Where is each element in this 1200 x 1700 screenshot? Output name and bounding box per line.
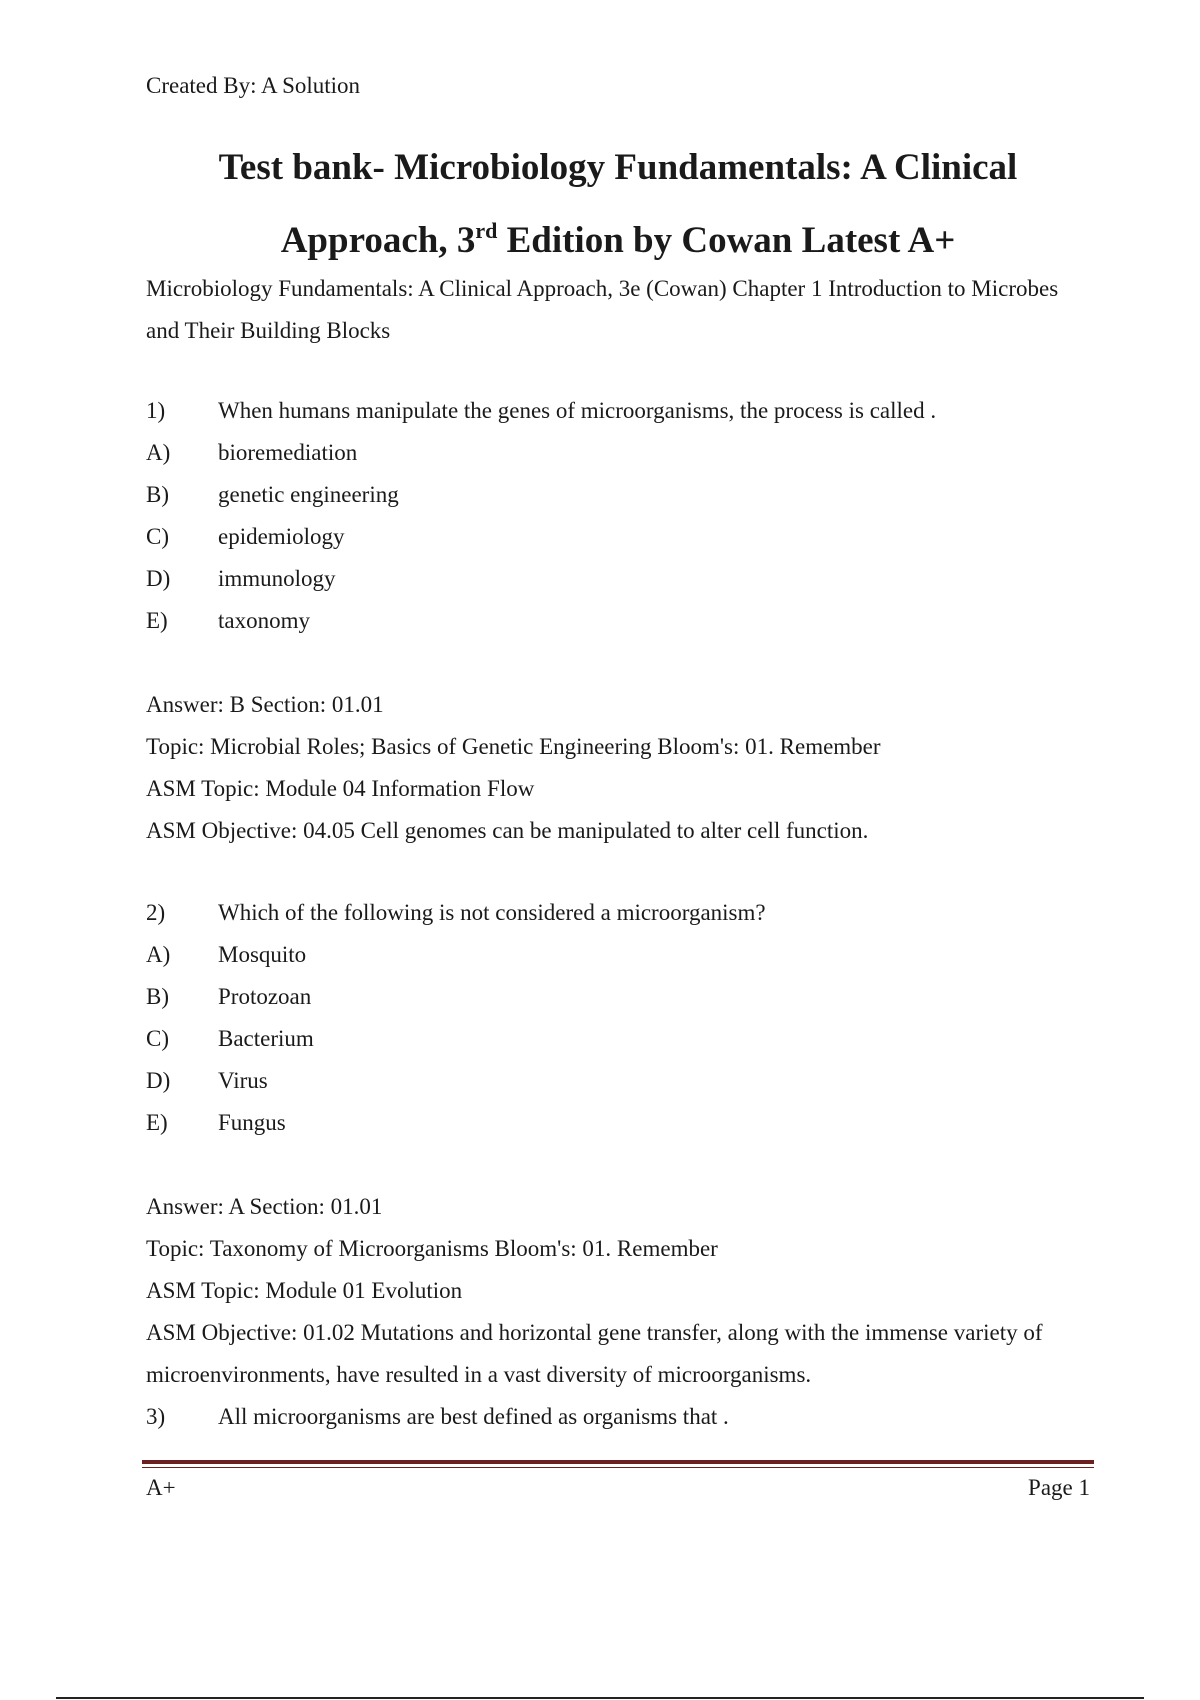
title-line-2 — [146, 199, 1090, 272]
title-edition-superscript: rd — [475, 218, 498, 243]
question-2 — [146, 892, 1090, 1144]
topic-line: Topic: Microbial Roles; Basics of Genetic Engineering Bloom's: 01. Remember — [146, 734, 881, 759]
option-text: Bacterium — [218, 1026, 314, 1051]
chapter-subtitle: Microbiology Fundamentals: A Clinical Approach, 3e (Cowan) Chapter 1 Introduction to Microbes and Their Building Blocks — [146, 276, 1059, 343]
asm-objective-line: ASM Objective: 04.05 Cell genomes can be manipulated to alter cell function. — [146, 818, 869, 843]
option-letter: E) — [146, 608, 168, 633]
option-text: Protozoan — [218, 984, 312, 1009]
answer-option — [146, 1102, 1090, 1144]
answer-option — [146, 934, 1090, 976]
answer-line: Answer: A Section: 01.01 — [146, 1194, 383, 1219]
footer-divider-thin — [142, 1467, 1094, 1468]
option-letter: B) — [146, 984, 169, 1009]
answer-option — [146, 558, 1090, 600]
answer-option — [146, 432, 1090, 474]
option-text: bioremediation — [218, 440, 358, 465]
question-stem — [146, 390, 1090, 432]
option-letter: E) — [146, 1110, 168, 1135]
asm-objective-line: ASM Objective: 01.02 Mutations and horizontal gene transfer, along with the immense variety of microenvironments, have resulted in a vast diversity of microorganisms. — [146, 1320, 1043, 1387]
option-letter: C) — [146, 1026, 169, 1051]
option-text: Mosquito — [218, 942, 307, 967]
question-number: 2) — [146, 900, 166, 925]
answer-option — [146, 1060, 1090, 1102]
option-text: epidemiology — [218, 524, 345, 549]
question-2-meta — [146, 1186, 1090, 1396]
question-3 — [146, 1396, 1090, 1438]
answer-line: Answer: B Section: 01.01 — [146, 692, 384, 717]
page-bottom-divider — [56, 1697, 1144, 1699]
question-text: When humans manipulate the genes of microorganisms, the process is called . — [218, 398, 937, 423]
question-text: All microorganisms are best defined as organisms that . — [218, 1404, 729, 1429]
title-line-1: Test bank- Microbiology Fundamentals: A Clinical — [218, 147, 1018, 188]
option-text: Virus — [218, 1068, 268, 1093]
title-line-2-pre: Approach, 3 — [280, 220, 476, 261]
topic-line: Topic: Taxonomy of Microorganisms Bloom's: 01. Remember — [146, 1236, 718, 1261]
option-text: immunology — [218, 566, 336, 591]
footer-divider — [142, 1460, 1094, 1464]
option-letter: B) — [146, 482, 169, 507]
option-letter: C) — [146, 524, 169, 549]
option-text: taxonomy — [218, 608, 310, 633]
answer-option — [146, 1018, 1090, 1060]
footer-left-label: A+ — [146, 1475, 176, 1500]
document-title — [146, 136, 1090, 272]
answer-option — [146, 516, 1090, 558]
title-line-2-post: Edition by Cowan Latest A+ — [497, 220, 956, 261]
option-letter: D) — [146, 566, 171, 591]
question-1-meta — [146, 684, 1090, 852]
answer-option — [146, 600, 1090, 642]
option-letter: D) — [146, 1068, 171, 1093]
answer-option — [146, 976, 1090, 1018]
answer-option — [146, 474, 1090, 516]
question-stem — [146, 892, 1090, 934]
asm-topic-line: ASM Topic: Module 01 Evolution — [146, 1278, 463, 1303]
created-by-header: Created By: A Solution — [146, 73, 361, 98]
question-text: Which of the following is not considered a microorganism? — [218, 900, 766, 925]
question-number: 1) — [146, 398, 166, 423]
question-1 — [146, 390, 1090, 642]
option-text: Fungus — [218, 1110, 286, 1135]
asm-topic-line: ASM Topic: Module 04 Information Flow — [146, 776, 535, 801]
page-number: Page 1 — [1028, 1475, 1090, 1500]
option-letter: A) — [146, 440, 171, 465]
question-number: 3) — [146, 1404, 166, 1429]
question-stem — [146, 1396, 1090, 1438]
option-text: genetic engineering — [218, 482, 399, 507]
option-letter: A) — [146, 942, 171, 967]
